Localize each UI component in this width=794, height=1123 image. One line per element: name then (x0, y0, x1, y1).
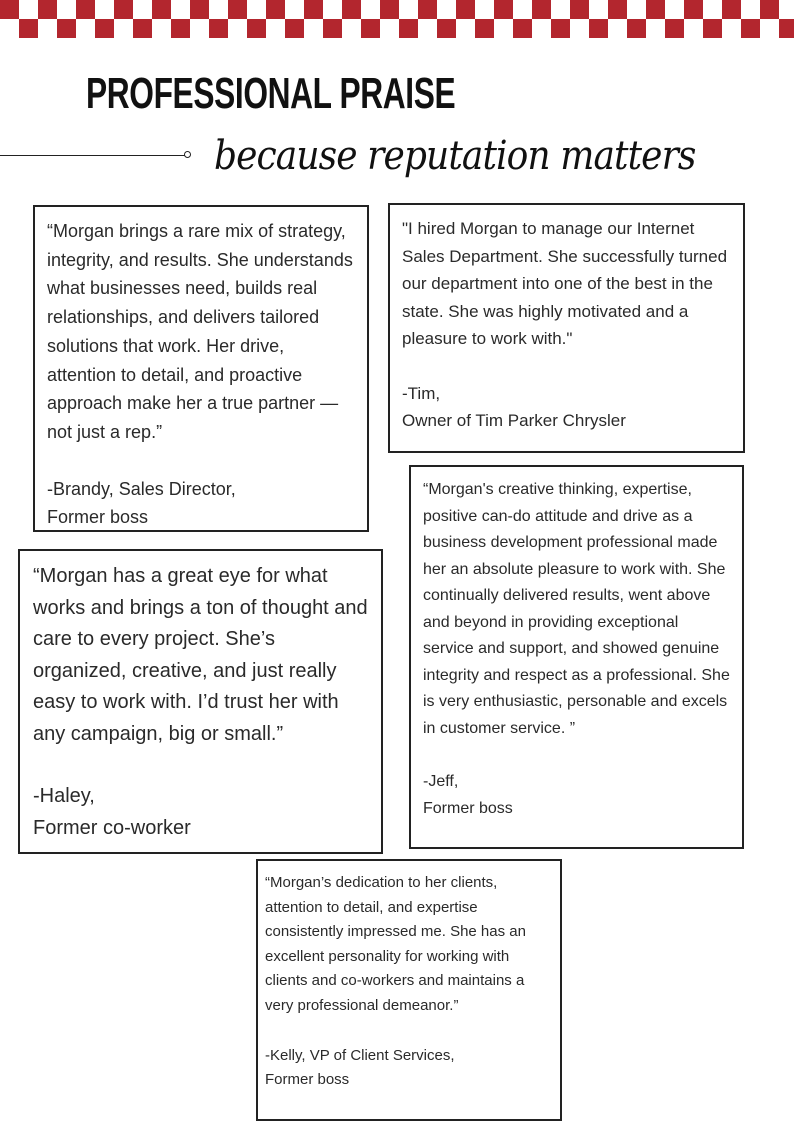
checker-square (627, 19, 646, 38)
checker-square (19, 19, 38, 38)
checker-square (494, 0, 513, 19)
checker-square (209, 19, 228, 38)
checker-square (228, 0, 247, 19)
checker-square (57, 19, 76, 38)
checkered-border (0, 0, 794, 38)
checker-square (38, 0, 57, 19)
checker-square (608, 0, 627, 19)
testimonial-card-haley (18, 549, 383, 854)
checker-square (437, 19, 456, 38)
testimonial-author: -Brandy, Sales Director, (47, 478, 236, 499)
checker-square (133, 19, 152, 38)
divider-dot (184, 151, 191, 158)
checker-square (380, 0, 399, 19)
testimonial-quote: "I hired Morgan to manage our Internet Sales Department. She successfully turned our department into one of the best in the state. She was highly motivated and a pleasure to work with." (402, 219, 728, 348)
checker-square (190, 0, 209, 19)
testimonial-role: Owner of Tim Parker Chrysler (402, 411, 626, 430)
checker-square (285, 19, 304, 38)
checker-square (665, 19, 684, 38)
checker-square (0, 0, 19, 19)
testimonial-role: Former boss (265, 1071, 350, 1089)
checker-square (532, 0, 551, 19)
testimonial-card-brandy (33, 205, 369, 532)
checker-square (76, 0, 95, 19)
page-title: PROFESSIONAL PRAISE (86, 69, 456, 118)
testimonial-role: Former boss (423, 799, 513, 817)
testimonial-role: Former boss (47, 507, 149, 528)
checker-square (247, 19, 266, 38)
checker-square (323, 19, 342, 38)
checker-square (722, 0, 741, 19)
page-tagline: because reputation matters (214, 133, 696, 179)
checker-square (399, 19, 418, 38)
testimonial-role: Former co-worker (33, 816, 191, 839)
checker-square (114, 0, 133, 19)
checker-square (475, 19, 494, 38)
testimonial-author: -Kelly, VP of Client Services, (265, 1046, 455, 1064)
testimonial-card-tim (388, 203, 745, 453)
checker-square (513, 19, 532, 38)
checker-square (646, 0, 665, 19)
testimonial-author: -Tim, (402, 383, 441, 403)
testimonial-quote: “Morgan brings a rare mix of strategy, integrity, and results. She understands what businesses need, builds real relationships, and delivers tailored solutions that work. Her drive, attention to detail, and proactive approach make her a true partner — not just a rep.” (47, 221, 353, 442)
checker-square (703, 19, 722, 38)
testimonial-quote: “Morgan’s dedication to her clients, attention to detail, and expertise consistently impressed me. She has an excellent personality for working with clients and co-workers and maintains a very professional demeanor.” (265, 874, 526, 1014)
checker-square (570, 0, 589, 19)
checker-square (266, 0, 285, 19)
checker-square (760, 0, 779, 19)
divider-line (0, 155, 186, 156)
testimonial-author: -Jeff, (423, 773, 459, 790)
checker-square (342, 0, 361, 19)
testimonial-quote: “Morgan has a great eye for what works and brings a ton of thought and care to every project. She’s organized, creative, and just really easy to work with. I’d trust her with any campaign, big or small.” (33, 565, 368, 745)
testimonial-author: -Haley, (33, 785, 95, 807)
checker-square (456, 0, 475, 19)
testimonial-quote: “Morgan's creative thinking, expertise, positive can-do attitude and drive as a business development professional made her an absolute pleasure to work with. She continually delivered results, went above and beyond in providing exceptional service and support, and showed genuine integrity and respect as a professional. She is very enthusiastic, personable and excels in customer service. ” (423, 481, 730, 737)
checker-square (779, 19, 794, 38)
checker-square (304, 0, 323, 19)
checker-square (741, 19, 760, 38)
checker-square (171, 19, 190, 38)
checker-square (361, 19, 380, 38)
checker-square (95, 19, 114, 38)
checker-square (589, 19, 608, 38)
checker-square (152, 0, 171, 19)
checker-square (551, 19, 570, 38)
testimonial-card-jeff (409, 465, 744, 849)
checker-square (418, 0, 437, 19)
testimonial-card-kelly (256, 859, 562, 1121)
checker-square (684, 0, 703, 19)
